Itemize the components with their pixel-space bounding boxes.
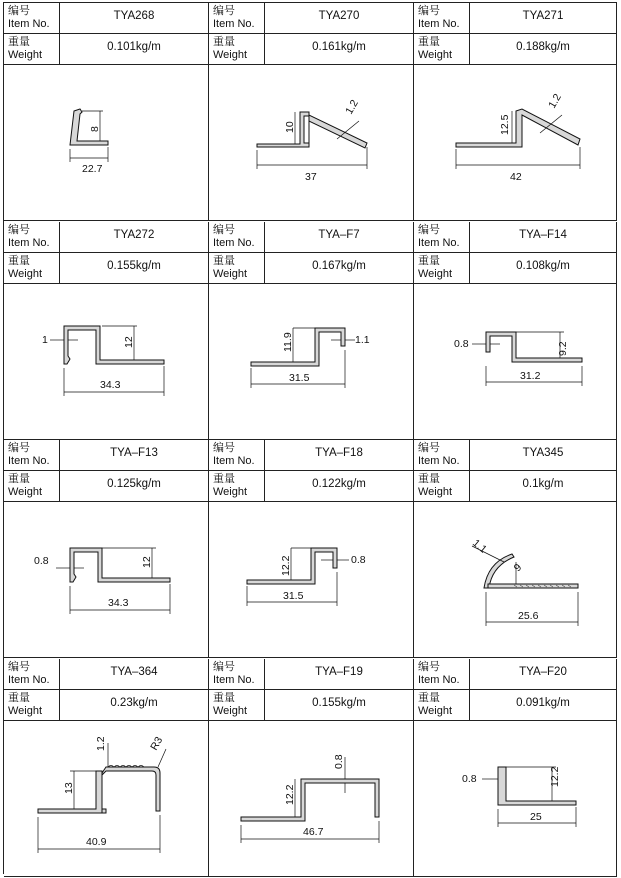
item-no-value: TYA–F13: [60, 440, 209, 471]
item-label-cn: 编号: [418, 660, 440, 673]
item-no-label: [4, 440, 60, 471]
weight-label-cn: 重量: [8, 254, 30, 267]
dim-label: 34.3: [100, 378, 121, 391]
weight-label-en: Weight: [418, 486, 453, 498]
weight-label: [4, 471, 60, 502]
profile-figure: [4, 502, 209, 658]
item-no-value: TYA–F14: [470, 222, 617, 253]
profile-drawing: [209, 721, 414, 871]
item-label-cn: 编号: [213, 223, 235, 236]
item-no-label: [414, 440, 470, 471]
item-no-label: [209, 3, 265, 34]
dim-label: 12.2: [284, 784, 296, 805]
profile-drawing: [414, 65, 617, 215]
weight-label-cn: 重量: [213, 473, 235, 485]
dim-label: 46.7: [303, 825, 324, 838]
dim-label: 25: [530, 810, 542, 823]
dim-label: 12: [141, 556, 153, 568]
weight-value: 0.161kg/m: [265, 34, 414, 65]
profile-drawing: [4, 721, 209, 871]
dim-label: R3: [148, 734, 166, 752]
item-label-en: Item No.: [418, 455, 460, 467]
weight-label: [4, 34, 60, 65]
profile-figure: [209, 502, 414, 658]
dim-label: 12: [123, 335, 135, 348]
weight-label-en: Weight: [418, 49, 453, 61]
item-label-en: Item No.: [418, 236, 460, 249]
weight-label: [209, 471, 265, 502]
item-no-value: TYA–F20: [470, 659, 617, 690]
dim-label: 1.2: [95, 735, 107, 751]
dim-label: 1.1: [470, 537, 489, 556]
weight-label-cn: 重量: [418, 473, 440, 485]
profile-drawing: [414, 721, 617, 871]
item-no-value: TYA272: [60, 222, 209, 253]
weight-label-cn: 重量: [418, 691, 440, 704]
profile-drawing: [209, 284, 414, 434]
profile-figure: [414, 65, 617, 221]
dim-label: 12.2: [280, 555, 292, 576]
weight-label-en: Weight: [8, 486, 43, 498]
item-label-en: Item No.: [8, 18, 50, 30]
item-no-value: TYA270: [265, 3, 414, 34]
weight-label-en: Weight: [213, 267, 248, 280]
weight-value: 0.108kg/m: [470, 253, 617, 284]
profile-drawing: [414, 284, 617, 434]
item-no-label: [414, 222, 470, 253]
profile-figure: [4, 721, 209, 877]
item-no-label: [209, 659, 265, 690]
catalog-sheet: [3, 2, 617, 874]
dim-label: 25.6: [518, 610, 539, 622]
weight-value: 0.1kg/m: [470, 471, 617, 502]
dim-label: 10: [284, 121, 296, 133]
profile-figure: [414, 721, 617, 877]
weight-label-en: Weight: [213, 704, 248, 717]
weight-value: 0.155kg/m: [60, 253, 209, 284]
dim-label: 8: [89, 126, 101, 132]
weight-label: [4, 253, 60, 284]
weight-label-cn: 重量: [213, 254, 235, 267]
weight-label-cn: 重量: [213, 691, 235, 704]
dim-label: 11.9: [282, 331, 294, 352]
item-no-label: [414, 659, 470, 690]
dim-label: 13: [63, 781, 75, 794]
weight-label-en: Weight: [213, 486, 248, 498]
item-label-cn: 编号: [8, 5, 30, 17]
weight-value: 0.188kg/m: [470, 34, 617, 65]
weight-label-en: Weight: [8, 49, 43, 61]
weight-value: 0.101kg/m: [60, 34, 209, 65]
item-no-label: [4, 3, 60, 34]
item-label-cn: 编号: [213, 660, 235, 673]
weight-value: 0.122kg/m: [265, 471, 414, 502]
profile-drawing: [209, 502, 414, 652]
weight-label-en: Weight: [8, 267, 43, 280]
item-no-value: TYA345: [470, 440, 617, 471]
dim-label: 1.1: [355, 333, 370, 346]
dim-label: 22.7: [82, 163, 103, 175]
weight-label: [414, 34, 470, 65]
item-label-en: Item No.: [8, 455, 50, 467]
dim-label: 40.9: [86, 835, 107, 848]
item-no-label: [414, 3, 470, 34]
profile-figure: [4, 284, 209, 440]
item-no-label: [4, 659, 60, 690]
dim-label: 9: [511, 561, 525, 575]
item-label-en: Item No.: [213, 455, 255, 467]
profile-figure: [209, 65, 414, 221]
weight-label-cn: 重量: [418, 36, 440, 48]
item-no-label: [209, 440, 265, 471]
item-no-value: TYA–F18: [265, 440, 414, 471]
weight-value: 0.125kg/m: [60, 471, 209, 502]
weight-value: 0.167kg/m: [265, 253, 414, 284]
item-label-cn: 编号: [418, 223, 440, 236]
item-label-cn: 编号: [8, 223, 30, 236]
weight-label: [4, 690, 60, 721]
dim-label: 31.5: [283, 590, 304, 602]
dim-label: 12.2: [549, 766, 561, 787]
profile-drawing: [4, 284, 209, 434]
item-label-en: Item No.: [8, 673, 50, 686]
profile-figure: [414, 284, 617, 440]
weight-label-en: Weight: [418, 267, 453, 280]
item-label-cn: 编号: [8, 442, 30, 454]
dim-label: 9.2: [557, 340, 569, 356]
item-label-en: Item No.: [213, 673, 255, 686]
item-label-en: Item No.: [8, 236, 50, 249]
item-label-cn: 编号: [8, 660, 30, 673]
profile-drawing: [414, 502, 617, 652]
item-no-value: TYA–F19: [265, 659, 414, 690]
dim-label: 0.8: [351, 554, 366, 566]
dim-label: 1.2: [546, 91, 564, 111]
profile-figure: [4, 65, 209, 221]
weight-label-cn: 重量: [8, 691, 30, 704]
dim-label: 31.5: [289, 371, 310, 384]
dim-label: 0.8: [333, 753, 345, 769]
item-label-cn: 编号: [213, 442, 235, 454]
weight-label: [414, 690, 470, 721]
profile-figure: [414, 502, 617, 658]
dim-label: 37: [305, 171, 317, 183]
weight-value: 0.155kg/m: [265, 690, 414, 721]
item-no-value: TYA268: [60, 3, 209, 34]
dim-label: 1: [42, 333, 48, 346]
weight-label-cn: 重量: [418, 254, 440, 267]
weight-value: 0.091kg/m: [470, 690, 617, 721]
item-no-value: TYA–364: [60, 659, 209, 690]
item-label-cn: 编号: [418, 5, 440, 17]
item-label-en: Item No.: [213, 18, 255, 30]
dim-label: 0.8: [454, 337, 469, 350]
weight-label: [209, 253, 265, 284]
profile-drawing: [209, 65, 414, 215]
dim-label: 31.2: [520, 369, 541, 382]
weight-label-en: Weight: [8, 704, 43, 717]
item-no-label: [209, 222, 265, 253]
profile-figure: [209, 284, 414, 440]
item-no-value: TYA–F7: [265, 222, 414, 253]
profile-drawing: [4, 502, 209, 652]
dim-label: 12.5: [499, 114, 511, 135]
item-label-en: Item No.: [418, 18, 460, 30]
profile-figure: [209, 721, 414, 877]
weight-label: [209, 690, 265, 721]
item-no-label: [4, 222, 60, 253]
weight-label-cn: 重量: [213, 36, 235, 48]
item-label-en: Item No.: [213, 236, 255, 249]
dim-label: 0.8: [462, 772, 477, 785]
weight-label: [209, 34, 265, 65]
item-label-cn: 编号: [418, 442, 440, 454]
weight-label: [414, 253, 470, 284]
item-label-en: Item No.: [418, 673, 460, 686]
profile-drawing: [4, 65, 209, 215]
weight-label-cn: 重量: [8, 36, 30, 48]
dim-label: 1.2: [343, 97, 361, 117]
dim-label: 34.3: [108, 597, 129, 609]
weight-label-en: Weight: [418, 704, 453, 717]
dim-label: 0.8: [34, 555, 49, 567]
weight-label-cn: 重量: [8, 473, 30, 485]
item-no-value: TYA271: [470, 3, 617, 34]
weight-label: [414, 471, 470, 502]
weight-label-en: Weight: [213, 49, 248, 61]
dim-label: 42: [510, 171, 522, 183]
item-label-cn: 编号: [213, 5, 235, 17]
weight-value: 0.23kg/m: [60, 690, 209, 721]
